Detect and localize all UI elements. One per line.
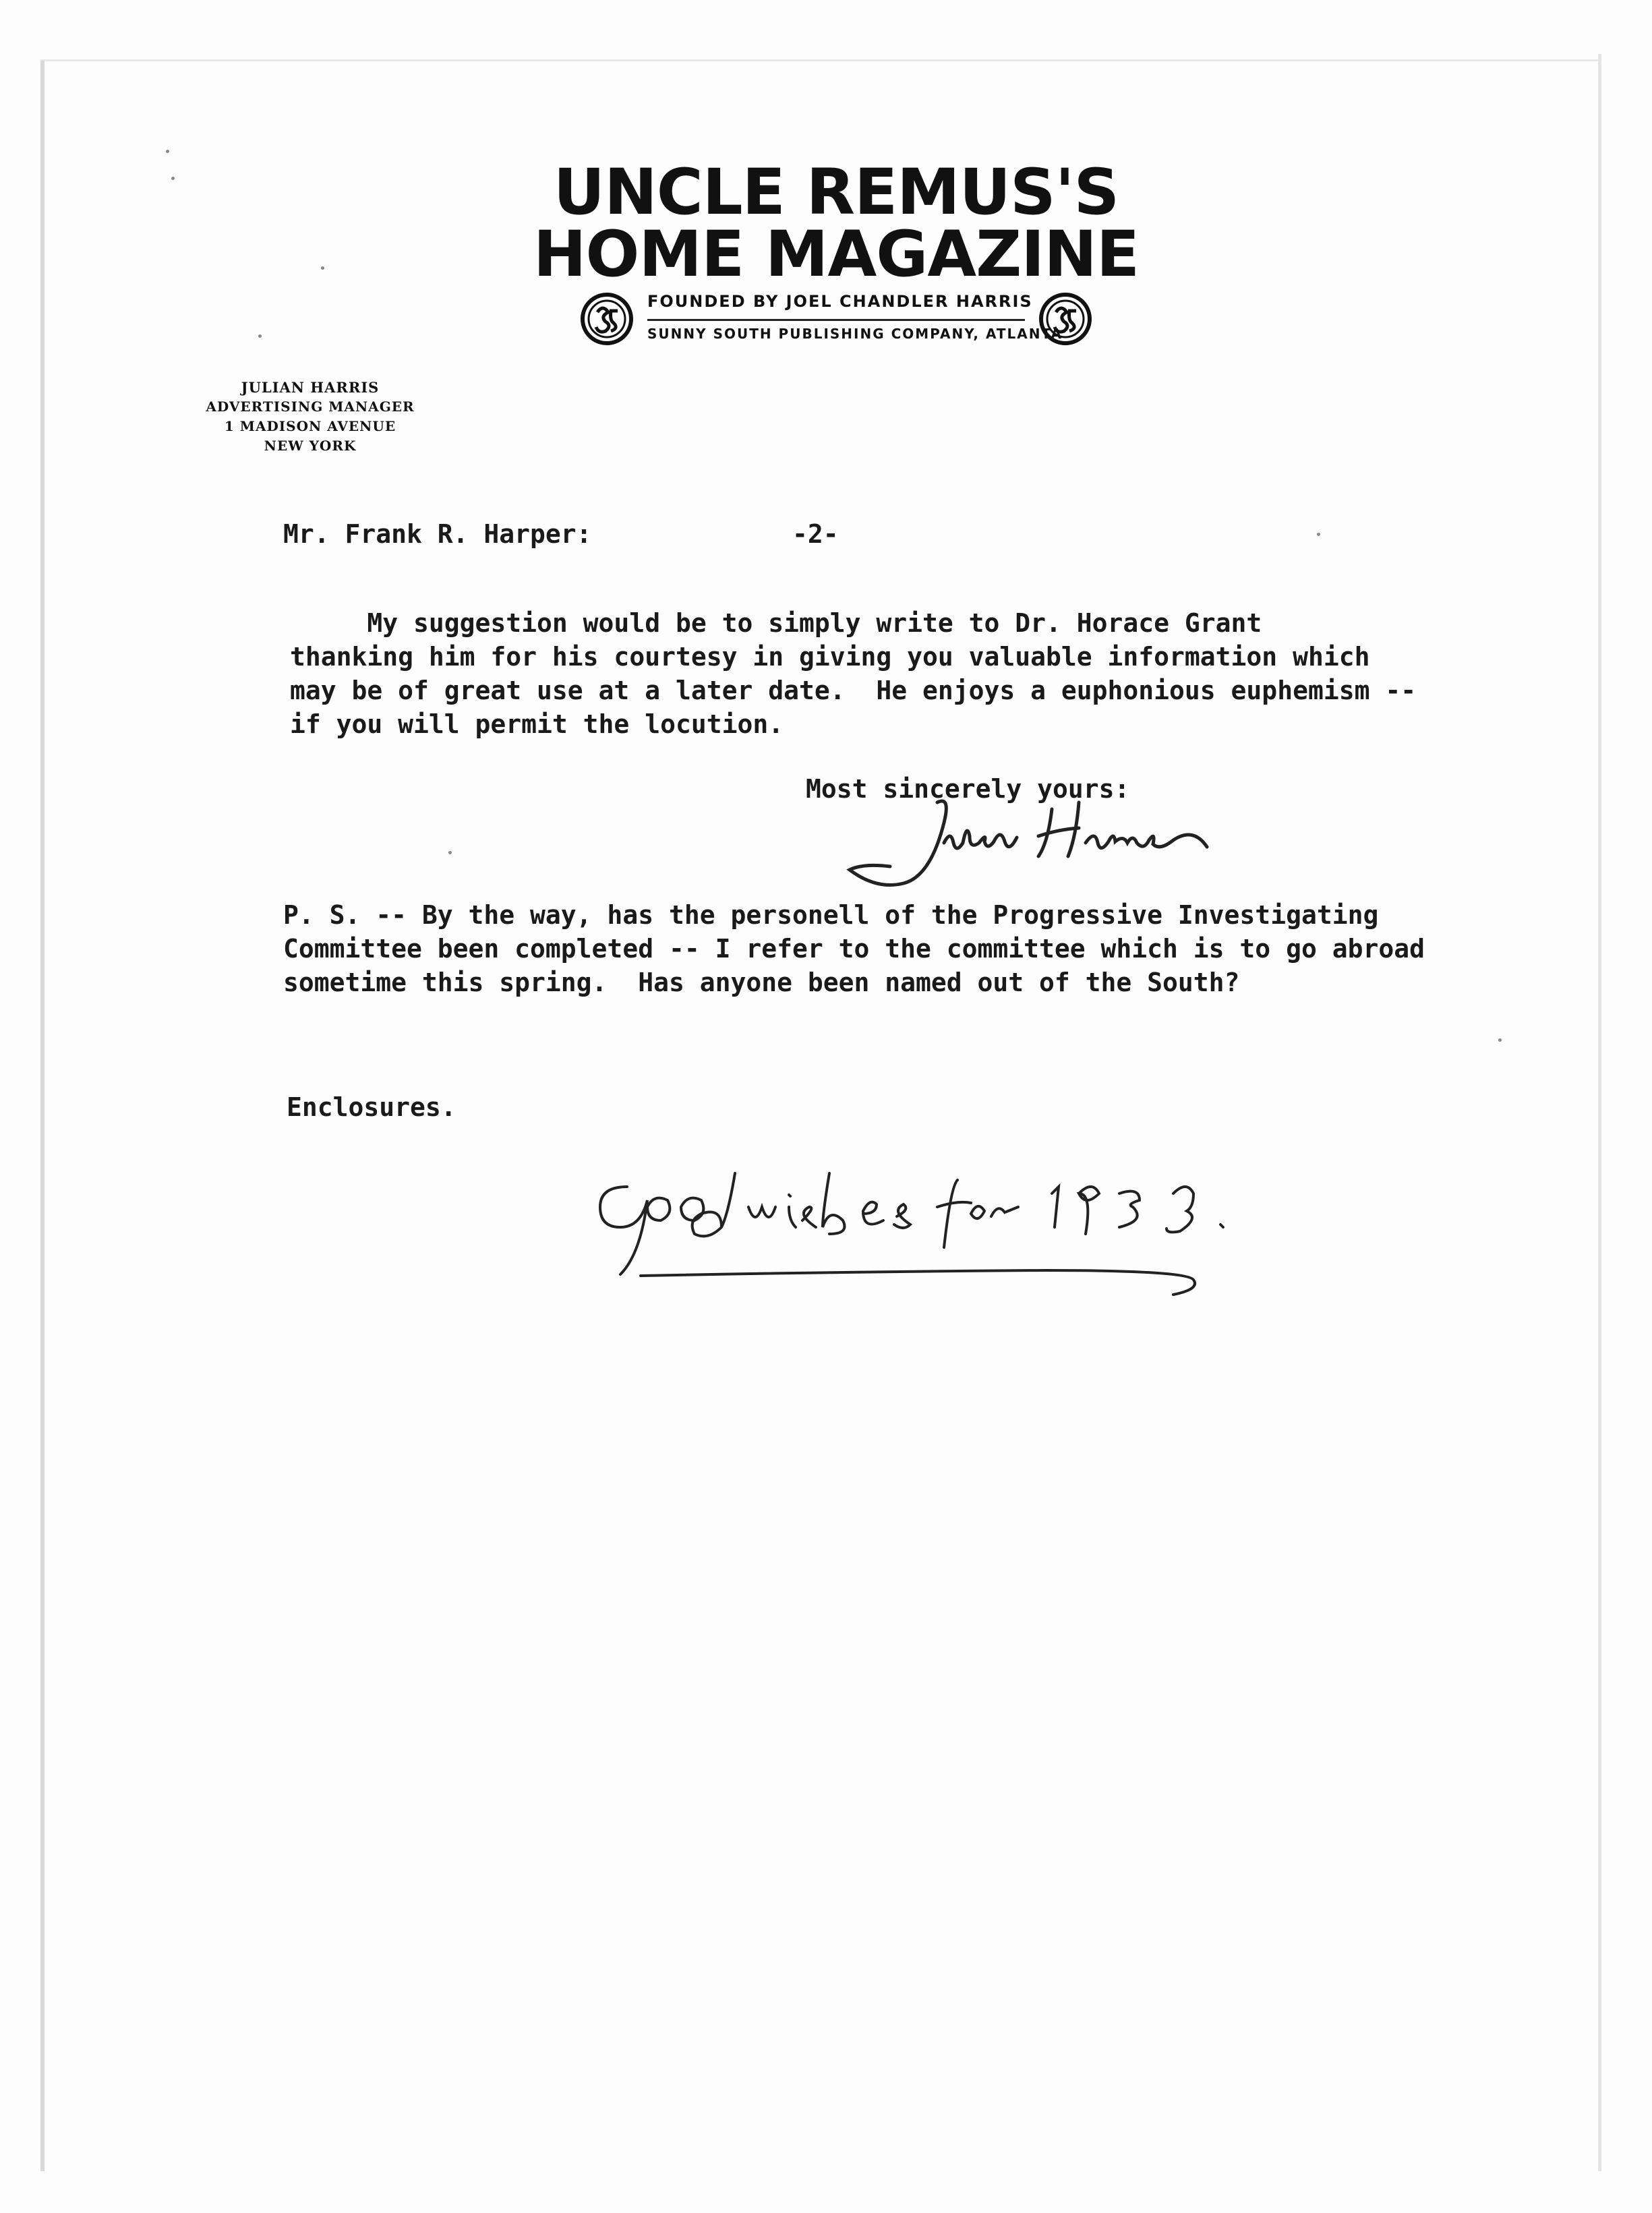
enclosures-line: Enclosures. [287, 1092, 456, 1122]
postscript-line: sometime this spring. Has anyone been named out of the South? [283, 968, 1240, 997]
sender-name: JULIAN HARRIS [241, 379, 380, 396]
postscript-line: Committee been completed -- I refer to the committee which is to go abroad [283, 934, 1425, 964]
scan-speck [1317, 533, 1320, 536]
page-edge-left [40, 61, 45, 2171]
masthead-title-line1: UNCLE REMUS'S [553, 156, 1119, 229]
closing: Most sincerely yours: [806, 774, 1130, 804]
magazine-seal-icon [580, 292, 634, 346]
handwritten-signature [836, 789, 1362, 890]
scan-speck [166, 150, 169, 153]
publisher-line: SUNNY SOUTH PUBLISHING COMPANY, ATLANTA [647, 326, 1063, 342]
scan-speck [448, 851, 452, 854]
sender-title: ADVERTISING MANAGER [206, 399, 415, 415]
sender-address: 1 MADISON AVENUE [224, 418, 396, 434]
body-line: if you will permit the locution. [290, 709, 784, 739]
masthead-title-line2: HOME MAGAZINE [533, 218, 1140, 291]
sender-city: NEW YORK [264, 438, 357, 454]
scan-speck [258, 334, 262, 338]
page-edge-right [1598, 54, 1601, 2171]
body-line: My suggestion would be to simply write to Dr. Horace Grant [290, 608, 1262, 638]
scan-speck [321, 266, 324, 270]
postscript-line: P. S. -- By the way, has the personell of the Progressive Investigating [283, 900, 1379, 930]
scan-speck [171, 177, 175, 180]
scan-speck [1498, 1038, 1502, 1042]
masthead-founder-row [580, 287, 1092, 354]
handwritten-note [580, 1160, 1295, 1308]
page-edge-top [40, 59, 1601, 61]
founded-by-line: FOUNDED BY JOEL CHANDLER HARRIS [647, 292, 1033, 311]
masthead-rule [647, 319, 1025, 321]
salutation: Mr. Frank R. Harper: [283, 519, 592, 549]
magazine-seal-icon [1038, 292, 1092, 346]
sender-block [196, 378, 425, 456]
body-line: may be of great use at a later date. He enjoys a euphonious euphemism -- [290, 676, 1417, 705]
body-line: thanking him for his courtesy in giving you valuable information which [290, 642, 1370, 672]
masthead [512, 156, 1160, 291]
page-number: -2- [792, 519, 839, 549]
